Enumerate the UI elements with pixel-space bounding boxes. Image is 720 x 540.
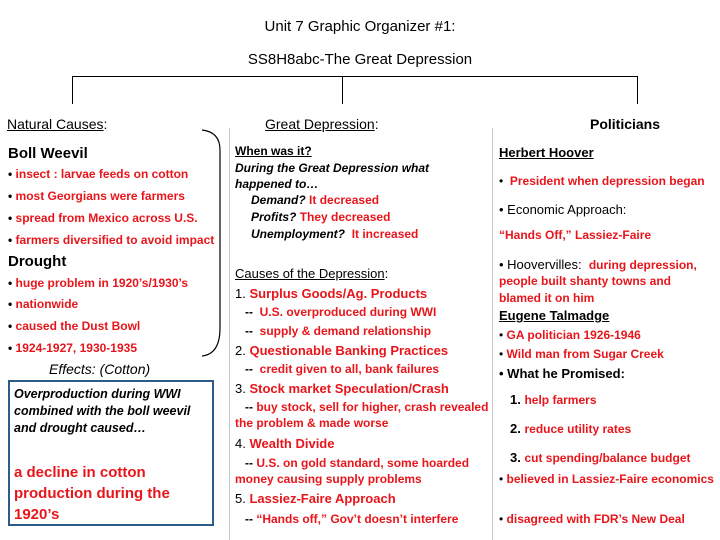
boll-weevil-title: Boll Weevil <box>8 145 88 162</box>
brace-icon <box>198 128 228 358</box>
promised-label: • What he Promised: <box>499 366 625 381</box>
causes-heading: Causes of the Depression: <box>235 266 389 281</box>
connector-stem <box>342 76 343 104</box>
talmadge-item: • Wild man from Sugar Creek <box>499 347 664 361</box>
cause-3-detail: -- buy stock, sell for higher, crash revealed <box>245 400 489 414</box>
connector-left <box>72 76 73 104</box>
effects-text: Overproduction during WWI combined with the boll weevil and drought caused… <box>14 387 191 435</box>
econ-approach: • Economic Approach: <box>499 202 627 217</box>
cause-2: 2. Questionable Banking Practices <box>235 343 449 358</box>
cause-3: 3. Stock market Speculation/Crash <box>235 381 449 396</box>
column-divider-right <box>492 128 493 540</box>
boll-item: • insect : larvae feeds on cotton <box>8 167 189 181</box>
effects-result: a decline in cotton production during the 1920’s <box>14 464 170 523</box>
promise-1: 1. help farmers <box>510 392 597 407</box>
cause-1-detail: -- supply & demand relationship <box>245 324 432 338</box>
cause-3-detail-cont: the problem & made worse <box>235 416 389 430</box>
profits-row: Profits? They decreased <box>251 210 391 224</box>
during-question: During the Great Depression what happened to… <box>235 161 430 191</box>
page-subtitle: SS8H8abc-The Great Depression <box>247 51 473 68</box>
politicians-heading: Politicians <box>590 116 661 132</box>
hooverville-value-cont: blamed it on him <box>499 291 595 305</box>
effects-label: Effects: (Cotton) <box>49 361 151 377</box>
natural-causes-heading: Natural Causes: <box>7 116 108 132</box>
talmadge-item: • GA politician 1926-1946 <box>499 328 641 342</box>
boll-item: • spread from Mexico across U.S. <box>8 211 198 225</box>
drought-title: Drought <box>8 253 67 270</box>
cause-2-detail: -- credit given to all, bank failures <box>245 362 440 376</box>
page-title: Unit 7 Graphic Organizer #1: <box>264 18 456 35</box>
cause-4: 4. Wealth Divide <box>235 436 335 451</box>
connector-bar <box>72 76 638 77</box>
promise-2: 2. reduce utility rates <box>510 421 632 436</box>
econ-approach-value: “Hands Off,” Lassiez-Faire <box>499 228 652 242</box>
promise-3: 3. cut spending/balance budget <box>510 450 691 465</box>
talmadge-disagree: • disagreed with FDR’s New Deal <box>499 512 685 526</box>
cause-4-detail: -- U.S. on gold standard, some hoarded <box>245 456 470 470</box>
cause-5: 5. Lassiez-Faire Approach <box>235 491 396 506</box>
drought-item: • caused the Dust Bowl <box>8 319 141 333</box>
talmadge-belief: • believed in Lassiez-Faire economics <box>499 472 714 486</box>
hoover-role: • President when depression began <box>499 174 705 188</box>
cause-1-detail: -- U.S. overproduced during WWI <box>245 305 437 319</box>
when-question: When was it? <box>235 144 312 158</box>
boll-item: • most Georgians were farmers <box>8 189 185 203</box>
drought-item: • nationwide <box>8 297 79 311</box>
unemployment-row: Unemployment? It increased <box>251 227 419 241</box>
hoover-name: Herbert Hoover <box>499 145 594 160</box>
talmadge-name: Eugene Talmadge <box>499 308 610 323</box>
boll-item: • farmers diversified to avoid impact <box>8 233 215 247</box>
great-depression-heading: Great Depression: <box>265 116 379 132</box>
demand-row: Demand? It decreased <box>251 193 380 207</box>
hooverville-row: • Hoovervilles: during depression, <box>499 257 697 272</box>
cause-5-detail: -- “Hands off,” Gov’t doesn’t interfere <box>245 512 459 526</box>
cause-1: 1. Surplus Goods/Ag. Products <box>235 286 428 301</box>
drought-item: • 1924-1927, 1930-1935 <box>8 341 137 355</box>
connector-right <box>637 76 638 104</box>
column-divider-left <box>229 128 230 540</box>
cause-4-detail-cont: money causing supply problems <box>235 472 422 486</box>
hooverville-value: people built shanty towns and <box>499 274 672 288</box>
drought-item: • huge problem in 1920’s/1930’s <box>8 276 189 290</box>
